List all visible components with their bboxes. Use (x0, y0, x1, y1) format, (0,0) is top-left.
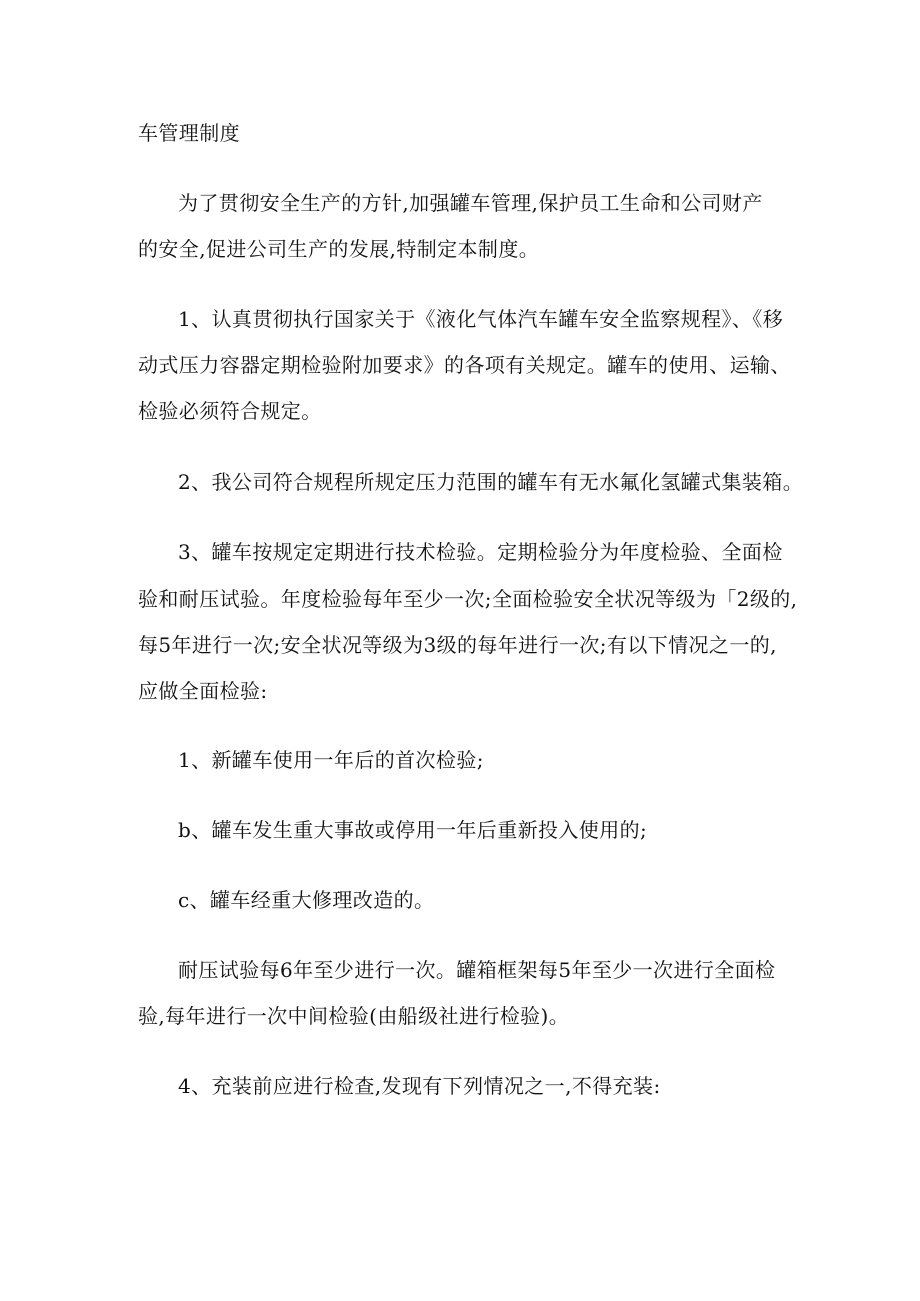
document-title: 车管理制度 (138, 121, 240, 145)
paragraph-line: 每5年进行一次;安全状况等级为3级的每年进行一次;有以下情况之一的, (138, 633, 777, 657)
paragraph-line: 2、我公司符合规程所规定压力范围的罐车有无水氟化氢罐式集装箱。 (178, 470, 804, 494)
list-item: c、罐车经重大修理改造的。 (178, 888, 435, 912)
paragraph-line: 动式压力容器定期检验附加要求》的各项有关规定。罐车的使用、运输、 (138, 353, 791, 377)
paragraph-line: 的安全,促进公司生产的发展,特制定本制度。 (138, 237, 540, 261)
paragraph-line: 验和耐压试验。年度检验每年至少一次;全面检验安全状况等级为「2级的, (138, 587, 798, 611)
paragraph-line: 3、罐车按规定定期进行技术检验。定期检验分为年度检验、全面检 (178, 540, 783, 564)
paragraph-line: 耐压试验每6年至少进行一次。罐箱框架每5年至少一次进行全面检 (178, 958, 776, 982)
paragraph-line: 检验必须符合规定。 (138, 399, 322, 423)
paragraph-line: 应做全面检验: (138, 679, 268, 703)
paragraph-line: 为了贯彻安全生产的方针,加强罐车管理,保护员工生命和公司财产 (178, 191, 763, 215)
paragraph-line: 4、充装前应进行检查,发现有下列情况之一,不得充装: (178, 1074, 661, 1098)
list-item: 1、新罐车使用一年后的首次检验; (178, 748, 484, 772)
paragraph-line: 1、认真贯彻执行国家关于《液化气体汽车罐车安全监察规程》、《移 (178, 307, 784, 331)
paragraph-line: 验,每年进行一次中间检验(由船级社进行检验)。 (138, 1004, 570, 1028)
list-item: b、罐车发生重大事故或停用一年后重新投入使用的; (178, 818, 648, 842)
